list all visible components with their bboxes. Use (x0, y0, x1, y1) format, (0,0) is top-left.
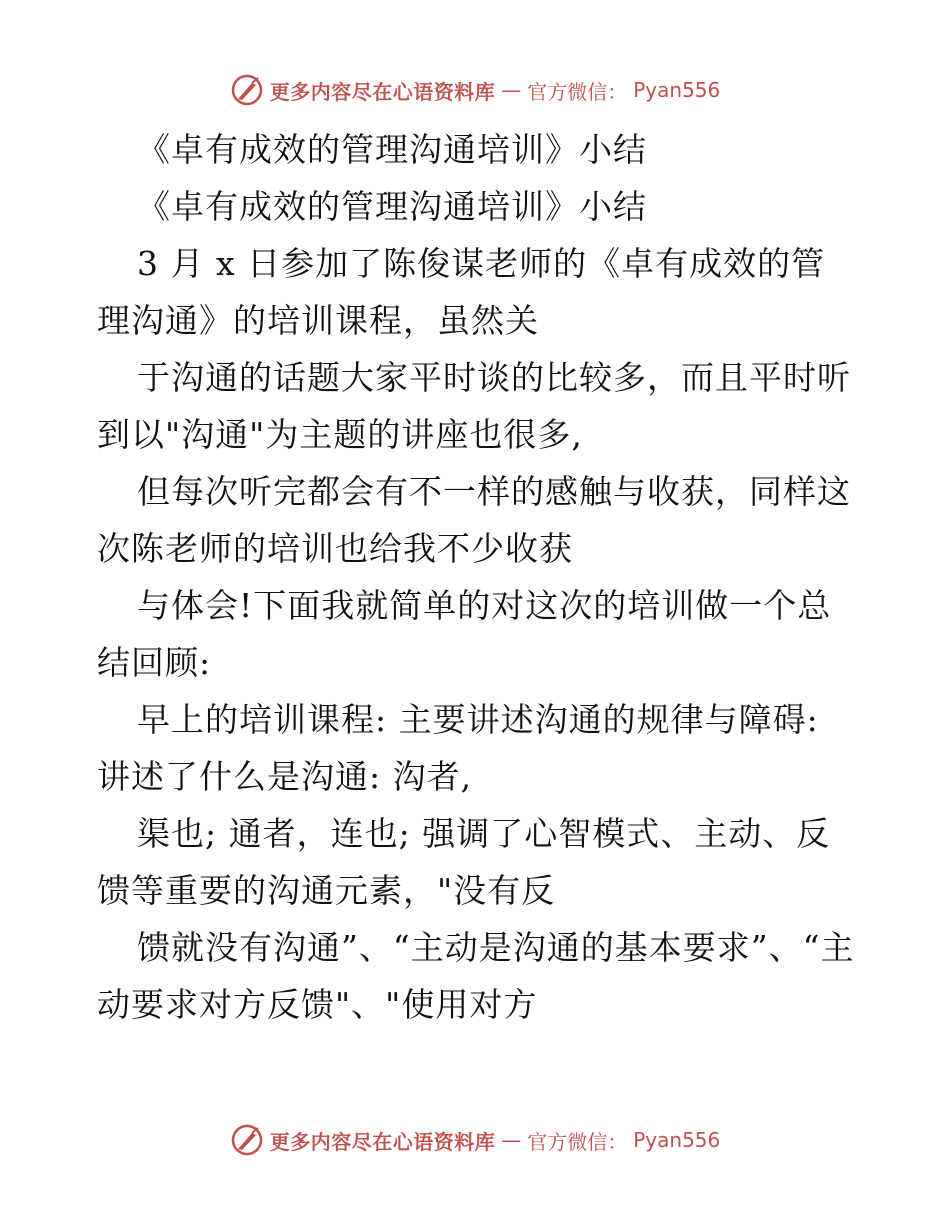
doc-paragraph: 馈就没有沟通”、“主动是沟通的基本要求”、“主动要求对方反馈"、"使用对方 (97, 928, 855, 1024)
banner-wechat-label: 官方微信： (527, 79, 628, 104)
doc-paragraph: 渠也; 通者，连也; 强调了心智模式、主动、反馈等重要的沟通元素，"没有反 (97, 814, 831, 910)
header-banner (0, 70, 950, 110)
doc-paragraph: 《卓有成效的管理沟通培训》小结 (137, 187, 647, 226)
doc-paragraph: 《卓有成效的管理沟通培训》小结 (137, 130, 647, 169)
doc-paragraph: 早上的培训课程: 主要讲述沟通的规律与障碍: 讲述了什么是沟通: 沟者, (97, 700, 819, 796)
quill-pen-logo-icon (230, 73, 264, 107)
banner-wechat-id: Pyan556 (633, 1128, 721, 1152)
doc-paragraph: 3 月 x 日参加了陈俊谋老师的《卓有成效的管理沟通》的培训课程，虽然关 (97, 244, 826, 340)
doc-paragraph: 但每次听完都会有不一样的感触与收获，同样这次陈老师的培训也给我不少收获 (97, 472, 851, 568)
footer-banner (0, 1120, 950, 1160)
doc-paragraph: 于沟通的话题大家平时谈的比较多，而且平时听到以"沟通"为主题的讲座也很多, (97, 358, 851, 454)
doc-paragraph: 与体会!下面我就简单的对这次的培训做一个总结回顾: (97, 586, 832, 682)
banner-dash: — (501, 78, 522, 102)
banner-wechat-id: Pyan556 (633, 78, 721, 102)
document-body (97, 121, 857, 1033)
quill-pen-logo-icon (230, 1123, 264, 1157)
banner-dash: — (501, 1128, 522, 1152)
banner-title: 更多内容尽在心语资料库 (269, 79, 496, 104)
banner-wechat-label: 官方微信： (527, 1129, 628, 1154)
banner-title: 更多内容尽在心语资料库 (269, 1129, 496, 1154)
